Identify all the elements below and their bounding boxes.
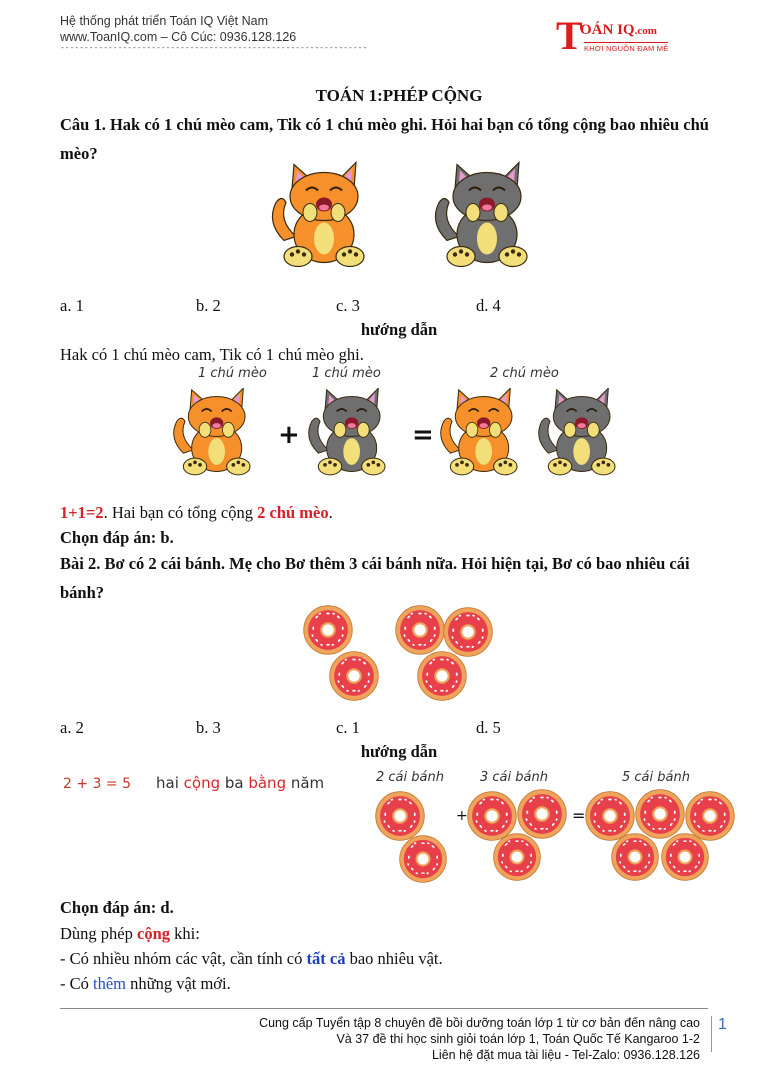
q1-option-d: d. 4 bbox=[476, 296, 501, 315]
q1-orange-cat bbox=[165, 388, 270, 488]
footer-line-2: Và 37 đề thi học sinh giỏi toán lớp 1, Toán Quốc Tế Kangaroo 1-2 bbox=[336, 1032, 700, 1046]
q1-label-3: 2 chú mèo bbox=[490, 366, 559, 381]
q1-answer: Chọn đáp án: b. bbox=[60, 528, 174, 547]
q1-label-2: 1 chú mèo bbox=[312, 366, 381, 381]
header-website-contact: www.ToanIQ.com – Cô Cúc: 0936.128.126 bbox=[60, 30, 297, 44]
page-number-box bbox=[711, 1016, 742, 1052]
q1-result-orange-cat bbox=[432, 388, 537, 488]
header-dash-rule: ---------------------------------------------------------------- bbox=[60, 44, 368, 53]
header-org-name: Hệ thống phát triển Toán IQ Việt Nam bbox=[60, 14, 268, 28]
footer-line-3: Liên hệ đặt mua tài liệu - Tel-Zalo: 0936.128.126 bbox=[431, 1048, 700, 1062]
q2-group-2-donuts bbox=[374, 790, 464, 900]
q1-gray-cat bbox=[300, 388, 405, 488]
q2-equation-words: hai cộng ba bằng năm bbox=[156, 774, 325, 792]
q1-result-gray-cat bbox=[530, 388, 635, 488]
q1-option-a: a. 1 bbox=[60, 296, 84, 315]
logo-name: OÁN IQ.com bbox=[580, 22, 657, 38]
q1-guide-text: Hak có 1 chú mèo cam, Tik có 1 chú mèo ghi. bbox=[60, 345, 364, 364]
footer-divider bbox=[60, 1008, 708, 1009]
toaniq-logo bbox=[556, 13, 706, 58]
q2-label-2: 3 cái bánh bbox=[480, 770, 548, 785]
q1-equals-sign: = bbox=[412, 420, 434, 450]
q2-group-5-donuts bbox=[584, 788, 754, 898]
logo-slogan: KHƠI NGUỒN ĐAM MÊ bbox=[584, 44, 669, 53]
question-1-text: Câu 1. Hak có 1 chú mèo cam, Tik có 1 chú mèo ghi. Hỏi hai bạn có tổng cộng bao nhiêu chú mèo? bbox=[60, 115, 709, 163]
q2-option-c: c. 1 bbox=[336, 718, 360, 737]
q1-result: 1+1=2. Hai bạn có tổng cộng 2 chú mèo. bbox=[60, 503, 333, 522]
q2-guide-label: hướng dẫn bbox=[360, 742, 438, 761]
q2-answer: Chọn đáp án: d. bbox=[60, 898, 174, 917]
orange-cat-image bbox=[262, 160, 387, 280]
logo-letter: T bbox=[556, 13, 583, 58]
q1-guide-label: hướng dẫn bbox=[360, 320, 438, 339]
q1-label-1: 1 chú mèo bbox=[198, 366, 267, 381]
q2-option-d: d. 5 bbox=[476, 718, 501, 737]
question-2-text: Bài 2. Bơ có 2 cái bánh. Mẹ cho Bơ thêm 3 cái bánh nữa. Hỏi hiện tại, Bơ có bao nhiêu cái bánh? bbox=[60, 554, 690, 602]
q2-option-a: a. 2 bbox=[60, 718, 84, 737]
q1-option-c: c. 3 bbox=[336, 296, 360, 315]
q2-donuts-image bbox=[300, 600, 500, 710]
notes-line-3: - Có thêm những vật mới. bbox=[60, 974, 231, 993]
notes-line-2: - Có nhiều nhóm các vật, cần tính có tất cả bao nhiêu vật. bbox=[60, 949, 443, 968]
footer-line-1: Cung cấp Tuyển tập 8 chuyên đề bồi dưỡng toán lớp 1 từ cơ bản đến nâng cao bbox=[259, 1016, 700, 1030]
page-number: 1 bbox=[718, 1016, 727, 1033]
q2-label-1: 2 cái bánh bbox=[376, 770, 444, 785]
gray-cat-image bbox=[425, 160, 550, 280]
q2-equation: 2 + 3 = 5 bbox=[63, 776, 131, 792]
q2-group-3-donuts bbox=[466, 788, 586, 898]
q1-option-b: b. 2 bbox=[196, 296, 221, 315]
page-title: TOÁN 1:PHÉP CỘNG bbox=[315, 86, 483, 105]
q2-option-b: b. 3 bbox=[196, 718, 221, 737]
q2-label-3: 5 cái bánh bbox=[622, 770, 690, 785]
notes-line-1: Dùng phép cộng khi: bbox=[60, 924, 200, 943]
q1-plus-sign: + bbox=[278, 420, 300, 450]
q2-equals-sign: = bbox=[572, 806, 586, 825]
q2-plus-sign: + bbox=[456, 808, 468, 824]
